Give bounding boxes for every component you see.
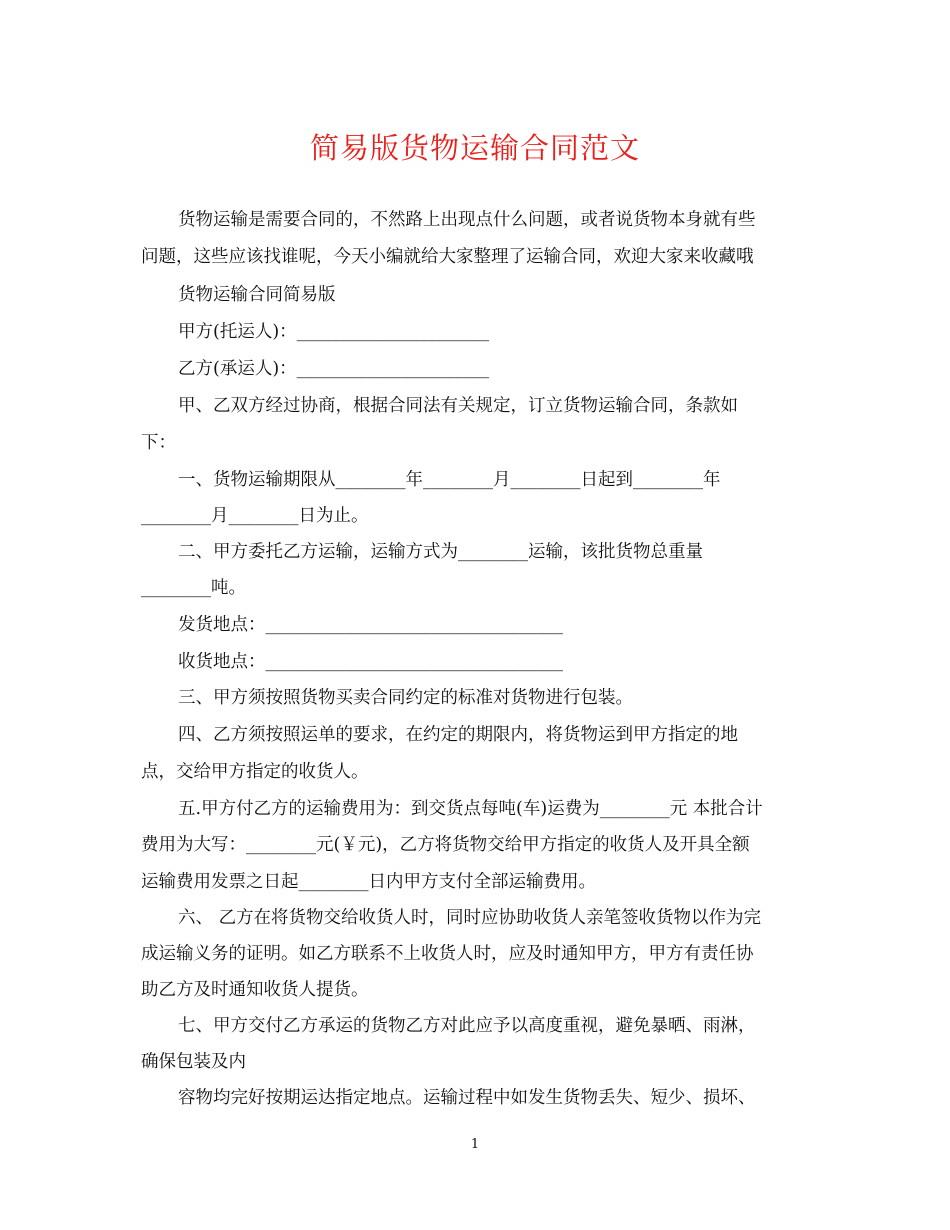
clause-6-line: 助乙方及时通知收货人提货。 xyxy=(141,980,369,1000)
document-title: 简易版货物运输合同范文 xyxy=(309,131,640,165)
clause-7-line: 七、甲方交付乙方承运的货物乙方对此应予以高度重视，避免暴晒、雨淋， xyxy=(178,1016,756,1036)
clause-5-line: 费用为大写：________元(￥元)，乙方将货物交给甲方指定的收货人及开具全额 xyxy=(141,835,750,855)
body-line: 甲、乙双方经过协商，根据合同法有关规定，订立货物运输合同，条款如 xyxy=(178,396,738,416)
body-line: 问题，这些应该找谁呢，今天小编就给大家整理了运输合同，欢迎大家来收藏哦 xyxy=(141,247,754,267)
clause-6-line: 六、 乙方在将货物交给收货人时，同时应协助收货人亲笔签收货物以作为完 xyxy=(178,908,762,928)
clause-4-line: 点，交给甲方指定的收货人。 xyxy=(141,762,369,782)
clause-5-line: 五.甲方付乙方的运输费用为：到交货点每吨(车)运费为________元 本批合计 xyxy=(178,799,763,819)
shipping-location-line: 发货地点：__________________________________ xyxy=(178,615,563,635)
clause-1-line: 一、货物运输期限从________年________月________日起到________年 xyxy=(178,470,721,490)
clause-7-line: 容物均完好按期运达指定地点。运输过程中如发生货物丢失、短少、损坏、 xyxy=(178,1088,756,1108)
clause-1-line: ________月________日为止。 xyxy=(141,506,369,526)
party-a-line: 甲方(托运人)：______________________ xyxy=(178,322,490,342)
clause-7-line: 确保包装及内 xyxy=(141,1052,246,1072)
clause-2-line: ________吨。 xyxy=(141,578,246,598)
body-line: 货物运输是需要合同的，不然路上出现点什么问题，或者说货物本身就有些 xyxy=(178,210,756,230)
clause-5-line: 运输费用发票之日起________日内甲方支付全部运输费用。 xyxy=(141,872,596,892)
receiving-location-line: 收货地点：__________________________________ xyxy=(178,652,563,672)
clause-6-line: 成运输义务的证明。如乙方联系不上收货人时，应及时通知甲方，甲方有责任协 xyxy=(141,944,754,964)
body-line: 货物运输合同简易版 xyxy=(178,285,336,305)
body-line: 下： xyxy=(141,433,176,453)
clause-2-line: 二、甲方委托乙方运输，运输方式为________运输，该批货物总重量 xyxy=(178,542,703,562)
page-number: 1 xyxy=(470,1137,480,1152)
clause-3-line: 三、甲方须按照货物买卖合同约定的标准对货物进行包装。 xyxy=(178,688,633,708)
party-b-line: 乙方(承运人)：______________________ xyxy=(178,359,490,379)
clause-4-line: 四、乙方须按照运单的要求，在约定的期限内，将货物运到甲方指定的地 xyxy=(178,725,738,745)
